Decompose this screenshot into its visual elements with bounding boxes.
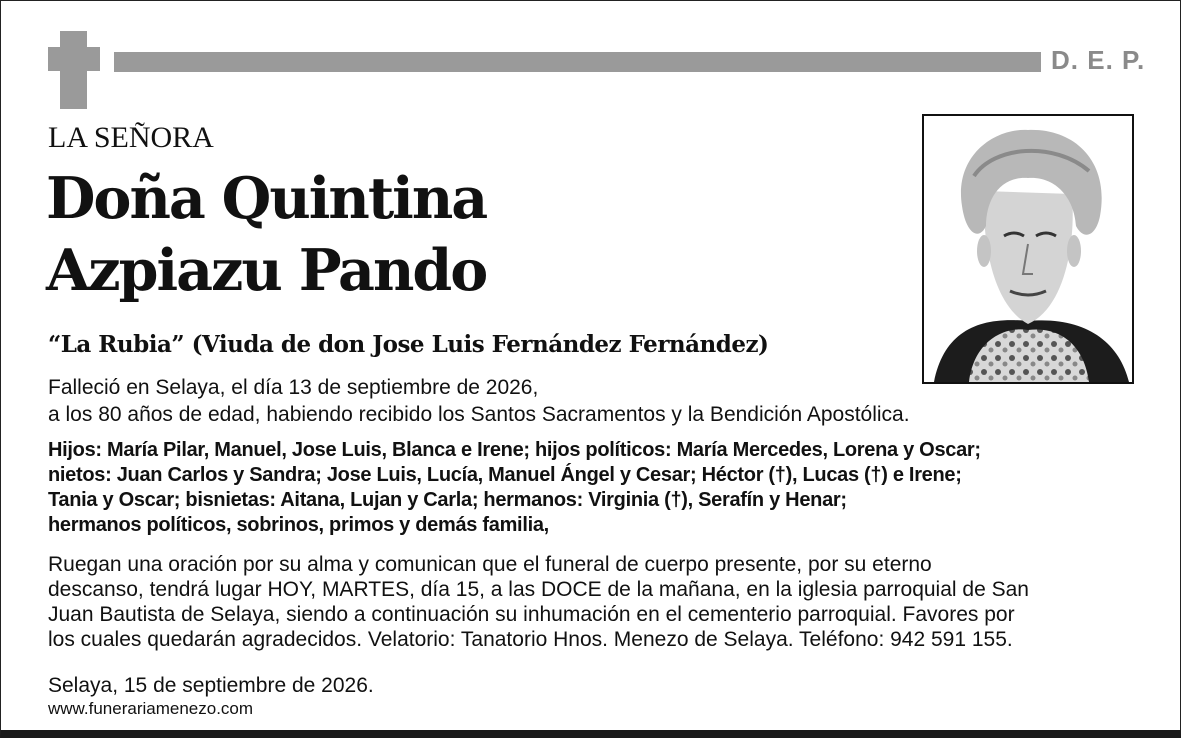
funeral-line: los cuales quedarán agradecidos. Velatorio: Tanatorio Hnos. Menezo de Selaya. Teléfono: 942 591 155. [48,628,1013,651]
portrait-photo [922,114,1134,384]
family-line: hermanos políticos, sobrinos, primos y demás familia, [48,514,549,536]
deceased-name [46,163,486,307]
family-line: Hijos: María Pilar, Manuel, Jose Luis, Blanca e Irene; hijos políticos: María Mercedes, Lorena y Oscar; [48,439,981,461]
family-list [48,438,981,538]
honorific: LA SEÑORA [48,121,214,154]
website-link[interactable]: www.funerariamenezo.com [48,699,254,718]
death-line-2: a los 80 años de edad, habiendo recibido los Santos Sacramentos y la Bendición Apostólica. [48,403,910,426]
name-line-2: Azpiazu Pando [46,237,487,304]
funeral-line: descanso, tendrá lugar HOY, MARTES, día 15, a las DOCE de la mañana, en la iglesia parroquial de San [48,578,1029,601]
portrait-image [924,116,1132,382]
family-line: nietos: Juan Carlos y Sandra; Jose Luis, Lucía, Manuel Ángel y Cesar; Héctor (†), Lucas (†) e Irene; [48,464,962,486]
dep-label: D. E. P. [1051,45,1146,75]
family-line: Tania y Oscar; bisnietas: Aitana, Lujan y Carla; hermanos: Virginia (†), Serafín y Henar; [48,489,847,511]
funeral-details [48,552,1029,652]
nickname-line: “La Rubia” (Viuda de don Jose Luis Fernández Fernández) [48,331,769,358]
cross-icon-bar [48,47,100,71]
place-date: Selaya, 15 de septiembre de 2026. [48,674,374,697]
death-line-1: Falleció en Selaya, el día 13 de septiembre de 2026, [48,376,539,399]
death-notice [48,374,910,428]
funeral-line: Juan Bautista de Selaya, siendo a continuación su inhumación en el cementerio parroquial. Favores por [48,603,1015,626]
funeral-line: Ruegan una oración por su alma y comunican que el funeral de cuerpo presente, por su eterno [48,553,932,576]
name-line-1: Doña Quintina [46,165,487,232]
header-rule [114,52,1041,72]
